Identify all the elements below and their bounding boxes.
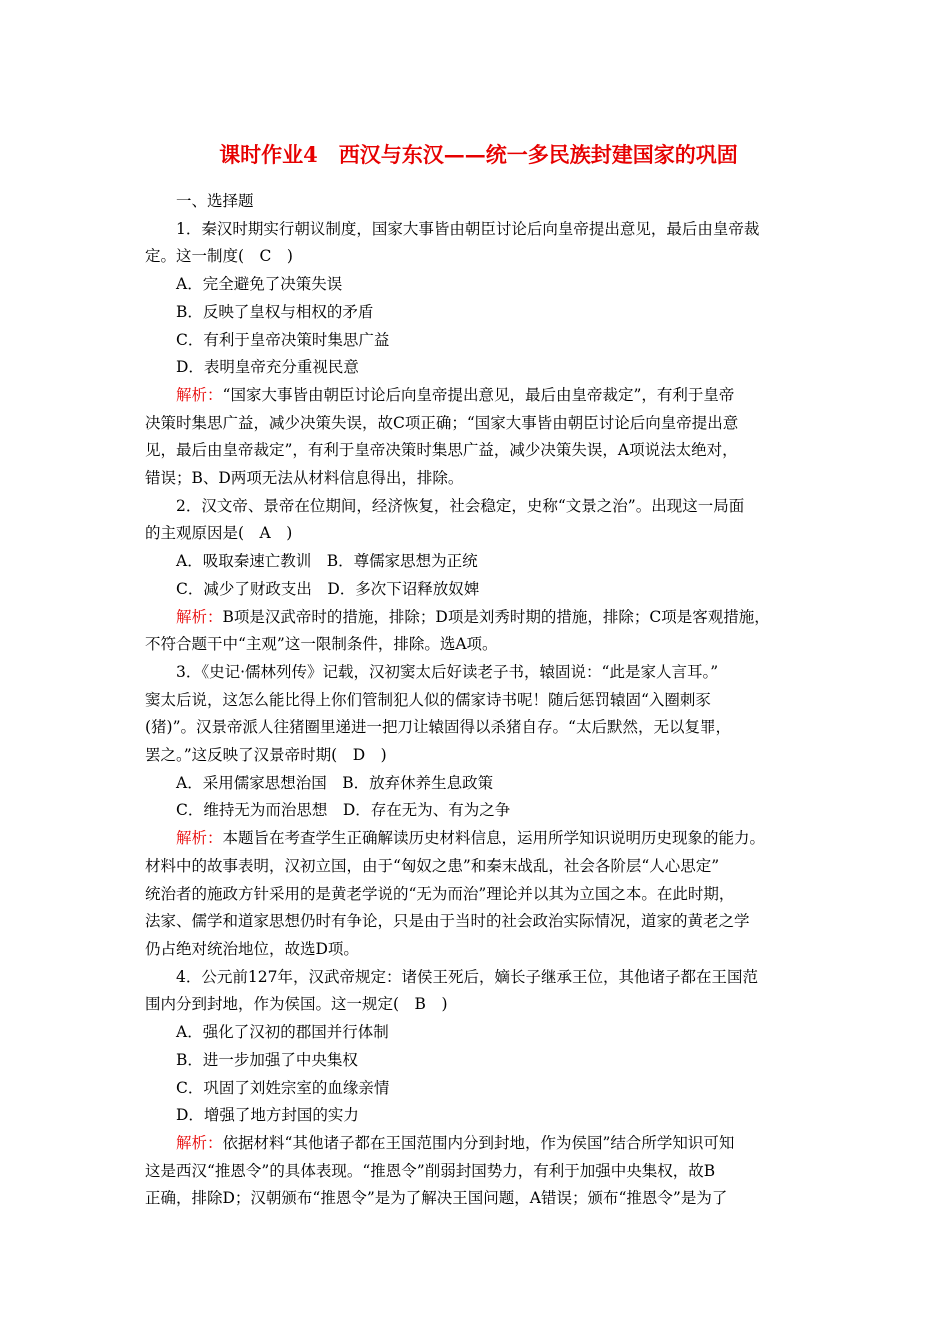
question-2-option: C．减少了财政支出 D．多次下诏释放奴婢 bbox=[176, 579, 480, 598]
question-1-analysis-line: 见，最后由皇帝裁定”，有利于皇帝决策时集思广益，减少决策失误，A项说法太绝对， bbox=[145, 441, 738, 460]
question-4-analysis-line: 正确，排除D；汉朝颁布“推恩令”是为了解决王国问题，A错误；颁布“推恩令”是为了 bbox=[145, 1189, 728, 1208]
question-4-option: C．巩固了刘姓宗室的血缘亲情 bbox=[176, 1078, 390, 1097]
question-4-option: A．强化了汉初的郡国并行体制 bbox=[176, 1023, 389, 1042]
question-4-analysis-line: 这是西汉“推恩令”的具体表现。“推恩令”削弱封国势力，有利于加强中央集权，故B bbox=[145, 1161, 716, 1180]
question-4-option: B．进一步加强了中央集权 bbox=[176, 1050, 358, 1069]
question-3-stem-line: (猪)”。汉景帝派人往猪圈里递进一把刀让辕固得以杀猪自存。“太后默然，无以复罪， bbox=[145, 718, 731, 737]
section-heading: 一、选择题 bbox=[176, 192, 254, 210]
question-2-stem-line: 2．汉文帝、景帝在位期间，经济恢复，社会稳定，史称“文景之治”。出现这一局面 bbox=[176, 496, 745, 515]
question-3-analysis-line: 材料中的故事表明，汉初立国，由于“匈奴之患”和秦末战乱，社会各阶层“人心思定” bbox=[145, 856, 720, 875]
question-3-stem-line: 罢之。”这反映了汉景帝时期( D ) bbox=[145, 746, 387, 765]
question-4-analysis-line bbox=[145, 1130, 812, 1158]
question-2-analysis-line: 不符合题干中“主观”这一限制条件，排除。选A项。 bbox=[145, 635, 498, 654]
question-1-analysis-line: 决策时集思广益，减少决策失误，故C项正确；“国家大事皆由朝臣讨论后向皇帝提出意 bbox=[145, 413, 739, 432]
question-1-analysis-line: 错误；B、D两项无法从材料信息得出，排除。 bbox=[145, 469, 464, 488]
question-1-option: D．表明皇帝充分重视民意 bbox=[176, 358, 359, 377]
question-1-option: C．有利于皇帝决策时集思广益 bbox=[176, 330, 390, 349]
question-1-stem-line: 1．秦汉时期实行朝议制度，国家大事皆由朝臣讨论后向皇帝提出意见，最后由皇帝裁 bbox=[176, 219, 760, 238]
analysis-label: 解析： bbox=[176, 607, 223, 626]
page-title: 课时作业4 西汉与东汉——统一多民族封建国家的巩固 bbox=[219, 142, 738, 167]
analysis-label: 解析： bbox=[176, 1133, 223, 1152]
question-4-stem-line: 4．公元前127年，汉武帝规定：诸侯王死后，嫡长子继承王位，其他诸子都在王国范 bbox=[176, 967, 758, 986]
question-3-option: A．采用儒家思想治国 B．放弃休养生息政策 bbox=[176, 773, 494, 792]
question-1-option: A．完全避免了决策失误 bbox=[176, 275, 343, 294]
question-3-analysis-line: 统治者的施政方针采用的是黄老学说的“无为而治”理论并以其为立国之本。在此时期， bbox=[145, 884, 735, 903]
question-4-option: D．增强了地方封国的实力 bbox=[176, 1106, 359, 1125]
question-3-analysis-line: 仍占绝对统治地位，故选D项。 bbox=[145, 939, 359, 958]
analysis-text: 本题旨在考查学生正确解读历史材料信息，运用所学知识说明历史现象的能力。 bbox=[222, 829, 766, 848]
question-3-option: C．维持无为而治思想 D．存在无为、有为之争 bbox=[176, 801, 511, 820]
question-1-option: B．反映了皇权与相权的矛盾 bbox=[176, 302, 374, 321]
question-3-analysis-line: 法家、儒学和道家思想仍时有争论，只是由于当时的社会政治实际情况，道家的黄老之学 bbox=[145, 912, 750, 931]
question-1-stem-line: 定。这一制度( C ) bbox=[145, 247, 293, 266]
analysis-label: 解析： bbox=[176, 385, 223, 404]
question-2-analysis-line bbox=[145, 604, 812, 632]
question-4-stem-line: 围内分到封地，作为侯国。这一规定( B ) bbox=[145, 995, 448, 1014]
question-3-analysis-line bbox=[145, 825, 812, 853]
analysis-text: 依据材料“其他诸子都在王国范围内分到封地，作为侯国”结合所学知识可知 bbox=[222, 1133, 735, 1152]
question-3-stem-line: 3．《史记·儒林列传》记载，汉初窦太后好读老子书，辕固说：“此是家人言耳。” bbox=[176, 662, 719, 681]
analysis-label: 解析： bbox=[176, 829, 223, 848]
analysis-text: B项是汉武帝时的措施，排除；D项是刘秀时期的措施，排除；C项是客观措施， bbox=[222, 607, 770, 626]
analysis-text: “国家大事皆由朝臣讨论后向皇帝提出意见，最后由皇帝裁定”，有利于皇帝 bbox=[222, 385, 735, 404]
question-3-stem-line: 窦太后说，这怎么能比得上你们管制犯人似的儒家诗书呢！随后惩罚辕固“入圈刺豕 bbox=[145, 690, 711, 709]
question-2-option: A．吸取秦速亡教训 B．尊儒家思想为正统 bbox=[176, 552, 478, 571]
question-1-analysis-line bbox=[145, 382, 812, 410]
question-2-stem-line: 的主观原因是( A ) bbox=[145, 524, 293, 543]
